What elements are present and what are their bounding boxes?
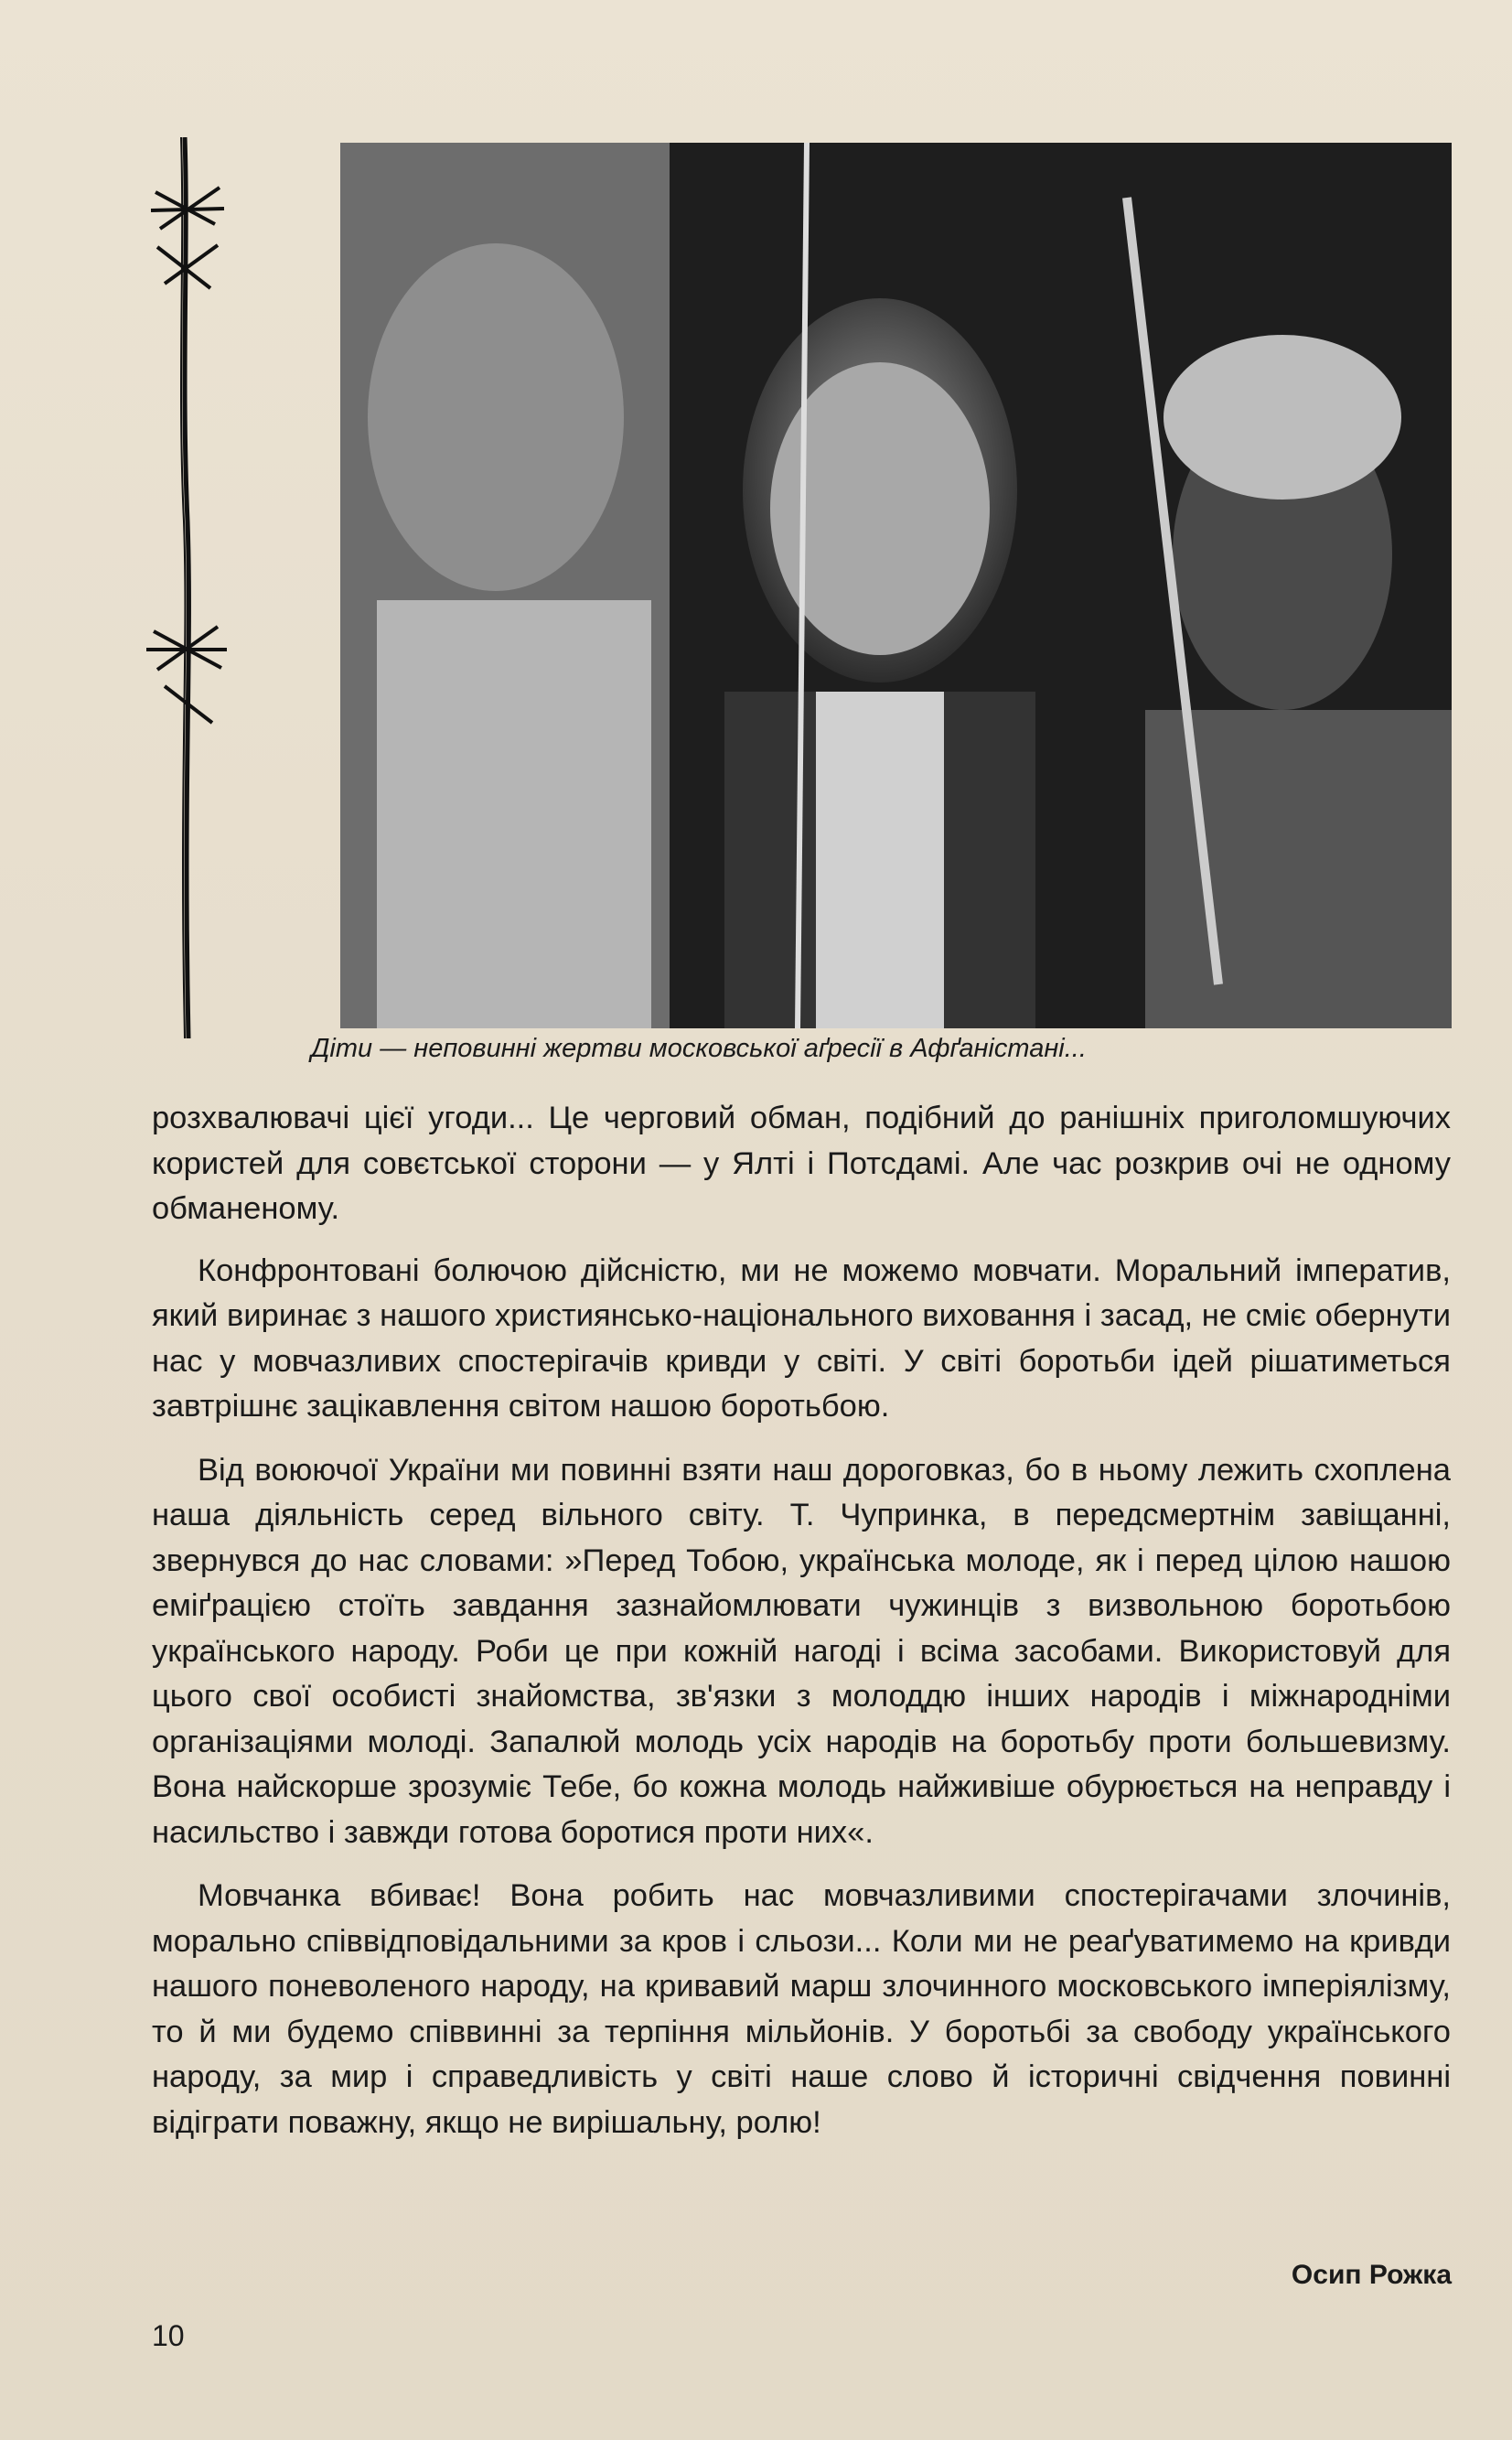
paragraph-2: Конфронтовані болючою дійсністю, ми не можемо мовчати. Моральний імператив, який виринає з нашого християнсько-національного виховання і засад, не сміє обернути нас у мовчазливих спостерігачів кривди у світі. У світі боротьби ідей рішатиметься завтрішнє зацікавлення світом нашою боротьбою.	[152, 1252, 1451, 1424]
article-body	[152, 1096, 1451, 2164]
paragraph-1: розхвалювачі цієї угоди... Це черговий обман, подібний до ранішніх приголомшуючих користей для совєтської сторони — у Ялті і Потсдамі. Але час розкрив очі не одному обманеному.	[152, 1101, 1451, 1226]
photograph	[340, 143, 1452, 1028]
paragraph-4: Мовчанка вбиває! Вона робить нас мовчазливими спостерігачами злочинів, морально співвідповідальними за кров і сльози... Коли ми не реаґуватимемо на кривди нашого поневоленого народу, на кривавий марш злочинного московського імперіялізму, то й ми будемо співвинні за терпіння мільйонів. У боротьбі за свободу українського народу, за мир і справедливість у світі наше слово й історичні свідчення повинні відіграти поважну, якщо не вирішальну, ролю!	[152, 1878, 1451, 2140]
barbed-wire-icon	[137, 137, 238, 1038]
page-number: 10	[152, 2319, 185, 2352]
paragraph-3: Від воюючої України ми повинні взяти наш дороговказ, бо в ньому лежить схоплена наша діяльність серед вільного світу. Т. Чупринка, в передсмертнім завіщанні, звернувся до нас словами: »Перед Тобою, українська молоде, як і перед цілою нашою еміґрацією стоїть завдання зазнайомлювати чужинців з визвольною боротьбою українського народу. Роби це при кожній нагоді і всіма засобами. Використовуй для цього свої особисті знайомства, зв'язки з молоддю інших народів і міжнародніми організаціями молоді. Запалюй молодь усіх народів на боротьбу проти большевизму. Вона найскорше зрозуміє Тебе, бо кожна молодь найживіше обурюється на неправду і насильство і завжди готова боротися проти них«.	[152, 1452, 1451, 1850]
photo-caption: Діти — неповинні жертви московської аґресії в Афґаністані...	[311, 1034, 1087, 1063]
author-signature: Осип Рожка	[1291, 2260, 1452, 2290]
